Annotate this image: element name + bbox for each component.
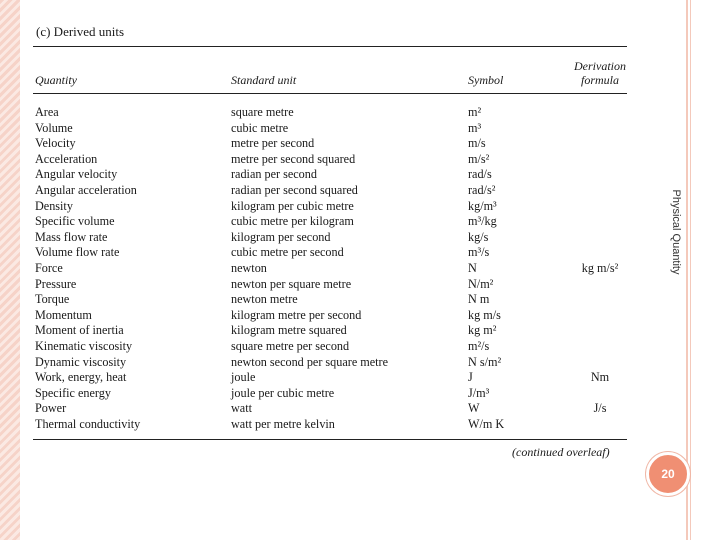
quantity-cell: Velocity	[35, 136, 76, 151]
table-row	[0, 199, 680, 215]
formula-cell: J/s	[593, 401, 607, 416]
top-rule	[33, 46, 627, 47]
table-row	[0, 292, 680, 308]
unit-cell: joule per cubic metre	[231, 385, 335, 400]
quantity-cell: Volume flow rate	[35, 245, 120, 260]
unit-cell: joule	[231, 370, 256, 385]
symbol-cell: W	[468, 401, 480, 416]
symbol-cell: kg m²	[468, 323, 497, 338]
quantity-cell: Specific energy	[35, 385, 111, 400]
quantity-cell: Dynamic viscosity	[35, 354, 127, 369]
table-row	[0, 245, 680, 261]
quantity-cell: Momentum	[35, 307, 92, 322]
symbol-cell: rad/s²	[468, 182, 496, 197]
bottom-rule	[33, 439, 627, 440]
quantity-cell: Mass flow rate	[35, 229, 108, 244]
unit-cell: cubic metre per second	[231, 245, 344, 260]
quantity-cell: Power	[35, 401, 67, 416]
table-row	[0, 230, 680, 246]
table-row	[0, 136, 680, 152]
symbol-cell: kg/s	[468, 229, 489, 244]
table-row	[0, 355, 680, 371]
table-row	[0, 370, 680, 386]
unit-cell: newton metre	[231, 292, 298, 307]
unit-cell: cubic metre	[231, 120, 289, 135]
header-rule	[33, 93, 627, 94]
symbol-cell: N s/m²	[468, 354, 502, 369]
table-row	[0, 183, 680, 199]
unit-cell: watt	[231, 401, 252, 416]
quantity-cell: Force	[35, 260, 63, 275]
unit-cell: newton second per square metre	[231, 354, 389, 369]
symbol-cell: m/s²	[468, 151, 490, 166]
quantity-cell: Kinematic viscosity	[35, 338, 133, 353]
quantity-cell: Volume	[35, 120, 73, 135]
table-row	[0, 323, 680, 339]
symbol-cell: W/m K	[468, 416, 505, 431]
symbol-cell: J/m³	[468, 385, 490, 400]
quantity-cell: Torque	[35, 292, 70, 307]
unit-cell: square metre per second	[231, 338, 350, 353]
unit-cell: metre per second squared	[231, 151, 356, 166]
unit-cell: kilogram metre squared	[231, 323, 347, 338]
symbol-cell: m³	[468, 120, 482, 135]
quantity-cell: Moment of inertia	[35, 323, 124, 338]
header-unit: Standard unit	[231, 73, 297, 87]
symbol-cell: m²/s	[468, 338, 490, 353]
right-border-line-inner	[690, 0, 691, 540]
header-formula-line1: Derivation	[574, 59, 626, 73]
unit-cell: kilogram per cubic metre	[231, 198, 354, 213]
quantity-cell: Density	[35, 198, 73, 213]
unit-cell: radian per second squared	[231, 182, 358, 197]
unit-cell: kilogram per second	[231, 229, 331, 244]
table-row	[0, 417, 680, 433]
page-number: 20	[646, 452, 690, 496]
table-row	[0, 121, 680, 137]
symbol-cell: N m	[468, 292, 490, 307]
right-border-line	[686, 0, 688, 540]
quantity-cell: Specific volume	[35, 214, 115, 229]
quantity-cell: Work, energy, heat	[35, 370, 127, 385]
table-row	[0, 167, 680, 183]
quantity-cell: Acceleration	[35, 151, 98, 166]
table-row	[0, 152, 680, 168]
footer-note: (continued overleaf)	[512, 445, 610, 459]
symbol-cell: m³/s	[468, 245, 490, 260]
side-label: Physical Quantity	[670, 189, 682, 275]
quantity-cell: Angular acceleration	[35, 182, 137, 197]
quantity-cell: Pressure	[35, 276, 77, 291]
symbol-cell: N	[468, 260, 477, 275]
symbol-cell: N/m²	[468, 276, 494, 291]
quantity-cell: Thermal conductivity	[35, 416, 141, 431]
table-row	[0, 386, 680, 402]
symbol-cell: kg m/s	[468, 307, 501, 322]
symbol-cell: m³/kg	[468, 214, 497, 229]
symbol-cell: rad/s	[468, 167, 492, 182]
quantity-cell: Area	[35, 105, 59, 119]
symbol-cell: m/s	[468, 136, 486, 151]
unit-cell: square metre	[231, 105, 294, 119]
formula-cell: kg m/s²	[581, 260, 619, 275]
unit-cell: metre per second	[231, 136, 315, 151]
unit-cell: newton per square metre	[231, 276, 352, 291]
table-row	[0, 261, 680, 277]
unit-cell: kilogram metre per second	[231, 307, 362, 322]
unit-cell: newton	[231, 260, 267, 275]
quantity-cell: Angular velocity	[35, 167, 118, 182]
symbol-cell: m²	[468, 105, 482, 119]
table-row	[0, 308, 680, 324]
symbol-cell: J	[468, 370, 473, 385]
header-formula-line2: formula	[580, 73, 619, 87]
table-row	[0, 105, 680, 121]
table-row	[0, 277, 680, 293]
symbol-cell: kg/m³	[468, 198, 497, 213]
table-row	[0, 401, 680, 417]
header-quantity: Quantity	[35, 73, 77, 87]
unit-cell: watt per metre kelvin	[231, 416, 335, 431]
unit-cell: radian per second	[231, 167, 317, 182]
header-symbol: Symbol	[468, 73, 504, 87]
section-title: (c) Derived units	[36, 24, 125, 39]
table-row	[0, 214, 680, 230]
table-row	[0, 339, 680, 355]
unit-cell: cubic metre per kilogram	[231, 214, 354, 229]
table-body	[0, 105, 680, 432]
formula-cell: Nm	[590, 370, 610, 385]
